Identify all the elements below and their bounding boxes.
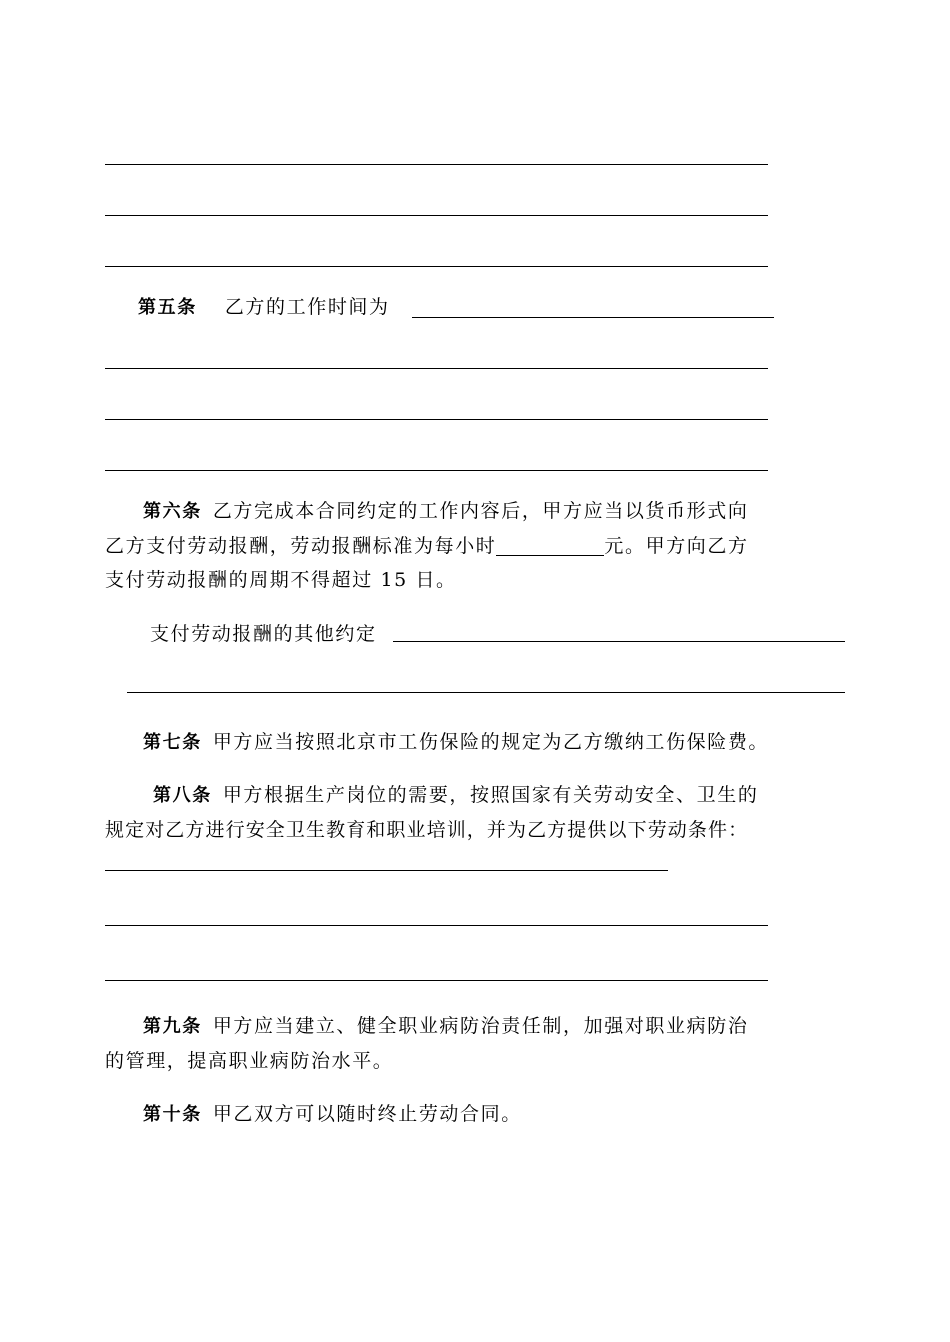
blank-line <box>105 164 768 165</box>
blank-line <box>105 925 768 926</box>
article-8-line-1: 第八条 甲方根据生产岗位的需要，按照国家有关劳动安全、卫生的 <box>153 784 759 806</box>
article-7-title: 第七条 <box>143 732 202 753</box>
article-9-line-2: 的管理，提高职业病防治水平。 <box>105 1050 394 1072</box>
blank-line <box>105 470 768 471</box>
blank-line <box>105 419 768 420</box>
article-9-title: 第九条 <box>143 1016 202 1037</box>
article-5-text: 乙方的工作时间为 <box>224 296 390 318</box>
blank-line <box>105 870 668 871</box>
article-8-title: 第八条 <box>153 785 212 806</box>
article-6-line-1: 第六条 乙方完成本合同约定的工作内容后，甲方应当以货币形式向 <box>143 500 749 522</box>
article-10: 第十条 甲乙双方可以随时终止劳动合同。 <box>143 1103 522 1125</box>
article-10-title: 第十条 <box>143 1104 202 1125</box>
fill-line-hourly-rate <box>496 554 604 556</box>
article-6-line-3: 支付劳动报酬的周期不得超过 15 日。 <box>105 569 457 591</box>
article-9-line-1: 第九条 甲方应当建立、健全职业病防治责任制，加强对职业病防治 <box>143 1015 749 1037</box>
article-6-other: 支付劳动报酬的其他约定 <box>150 623 377 645</box>
article-7: 第七条 甲方应当按照北京市工伤保险的规定为乙方缴纳工伤保险费。 <box>143 731 770 753</box>
blank-line <box>105 215 768 216</box>
blank-line <box>105 980 768 981</box>
article-5 <box>138 298 390 317</box>
article-8-line-2: 规定对乙方进行安全卫生教育和职业培训，并为乙方提供以下劳动条件： <box>105 819 749 841</box>
article-6-title: 第六条 <box>143 501 202 522</box>
fill-line-work-hours <box>412 317 774 318</box>
article-6-line-2: 乙方支付劳动报酬，劳动报酬标准为每小时 元。甲方向乙方 <box>105 535 749 557</box>
blank-line <box>127 692 845 693</box>
blank-line <box>105 368 768 369</box>
fill-line-other-terms <box>393 641 845 642</box>
blank-line <box>105 266 768 267</box>
article-5-title: 第五条 <box>138 297 197 318</box>
